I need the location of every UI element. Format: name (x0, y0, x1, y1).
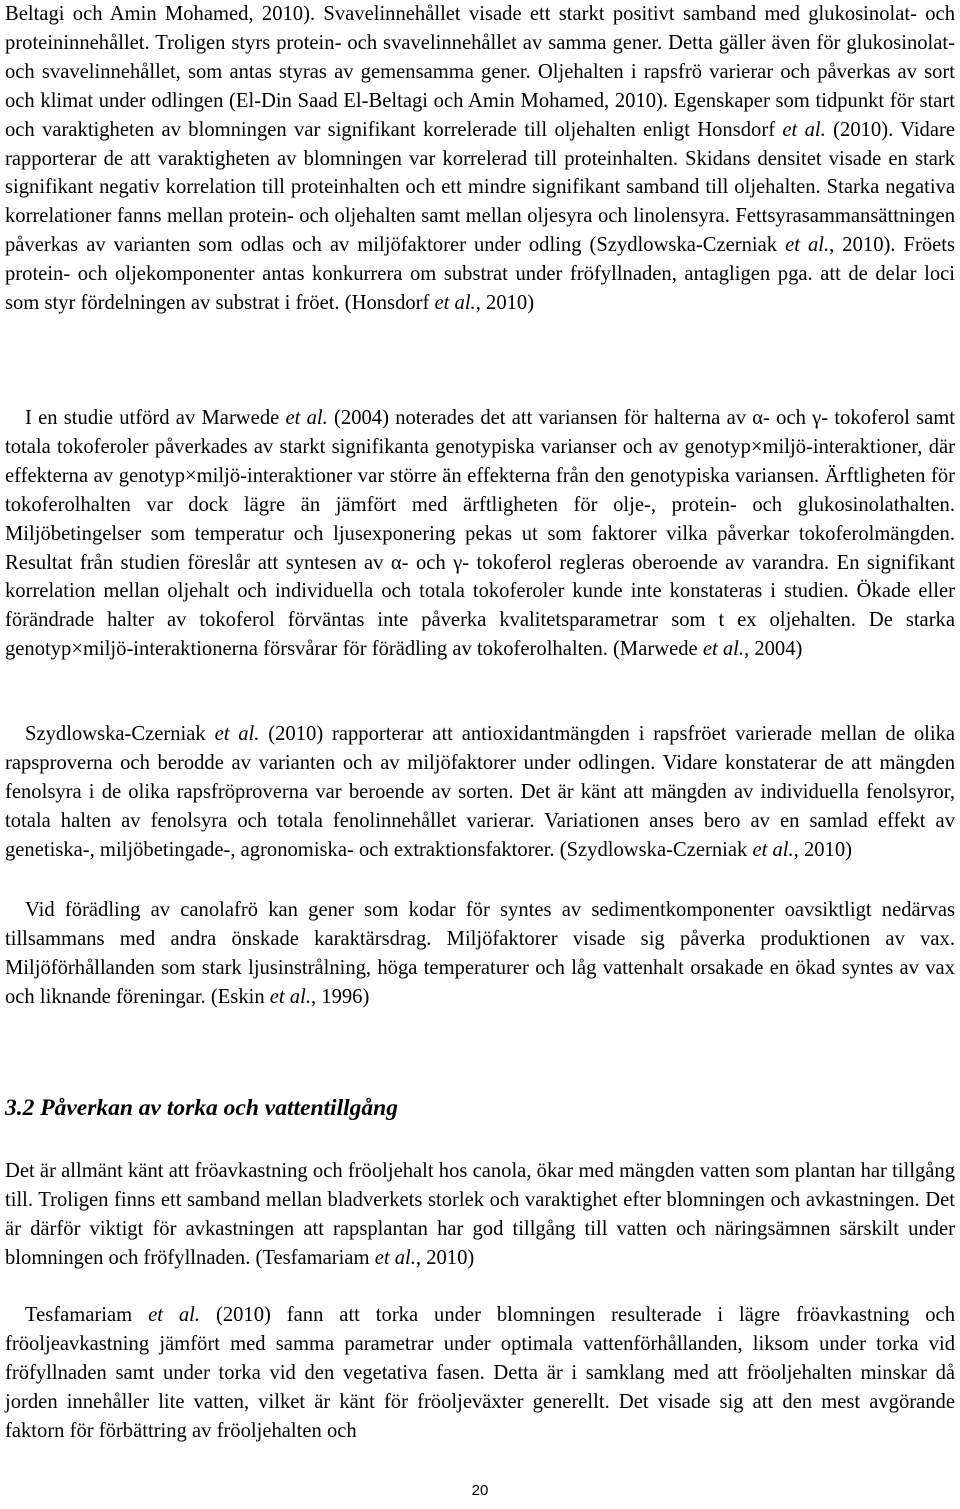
paragraph-text: Beltagi och Amin Mohamed, 2010). Svavelinnehållet visade ett starkt positivt samband med glukosinolat- och proteininnehållet. Troligen styrs protein- och svavelinnehållet av samma gener. Detta gäller även för glukosinolat- och svavelinnehållet, som antas styras av gemensamma gener. Oljehalten i rapsfrö varierar och påverkas av sort och klimat under odlingen (El-Din Saad El-Beltagi och Amin Mohamed, 2010). Egenskaper som tidpunkt för start och varaktigheten av blomningen var signifikant korrelerade till oljehalten enligt Honsdorf (5, 3, 955, 141)
citation-et-al: et al. (702, 638, 745, 661)
paragraph-text: , 2010). Fröets protein- och oljekomponenter antas konkurrera om substrat under fröfyllnaden, antagligen pga. att de delar loci som styr fördelningen av substrat i fröet. (Honsdorf (5, 234, 955, 315)
page-number: 20 (471, 1482, 489, 1499)
citation-et-al: et al. (434, 292, 476, 315)
paragraph-text: (2010) fann att torka under blomningen resulterade i lägre fröavkastning och fröoljeavkastning jämfört med samma parametrar under optimala vattenförhållanden, liksom under torka vid fröfyllnaden samt under torka vid den vegetativa fasen. Detta är i samklang med att fröoljehalten minskar då jorden innehåller lite vatten, vilket är känt för fröoljeväxter generellt. Det visade sig att den mest avgörande faktorn för förbättring av fröoljehalten och (5, 1304, 955, 1442)
paragraph-text: Vid förädling av canolafrö kan gener som kodar för syntes av sedimentkomponenter oavsiktligt nedärvas tillsammans med andra önskade karaktärsdrag. Miljöfaktorer visade sig påverka produktionen av vax. Miljöförhållanden som stark ljusinstrålning, höga temperaturer och låg vattenhalt orsakade en ökad syntes av vax och liknande föreningar. (Eskin (5, 899, 955, 1008)
paragraph-fertility-oil-protein (5, 0, 955, 318)
paragraph-drought-study (5, 1301, 955, 1446)
paragraph-text: , 2010) (475, 292, 535, 315)
paragraph-text: , 2004) (744, 638, 803, 661)
paragraph-tocopherol (5, 404, 955, 664)
paragraph-text: (2010). Vidare rapporterar de att varaktigheten av blomningen var korrelerad till proteinhalten. Skidans densitet visade en stark signifikant negativ korrelation till proteinhalten och ett mindre signifikant samband till oljehalten. Starka negativa korrelationer fanns mellan protein- och oljehalten samt mellan oljesyra och linolensyra. Fettsyrasammansättningen påverkas av varianten som odlas och av miljöfaktorer under odling (Szydlowska-Czerniak (5, 118, 955, 257)
paragraph-wax-synthesis (5, 896, 955, 1012)
paragraph-antioxidants (5, 720, 955, 865)
citation-et-al: et al. (374, 1246, 416, 1269)
paragraph-text: , 2010) (793, 838, 852, 861)
citation-et-al: et al. (752, 838, 794, 861)
citation-et-al: et al. (148, 1304, 201, 1326)
paragraph-text: Tesfamariam (25, 1304, 149, 1326)
section-heading: 3.2 Påverkan av torka och vattentillgång (5, 1095, 398, 1121)
paragraph-water-availability (5, 1157, 955, 1273)
citation-et-al: et al. (785, 234, 830, 257)
citation-et-al: et al. (269, 985, 311, 1008)
paragraph-text: (2004) noterades det att variansen för halterna av α- och γ- tokoferol samt totala tokoferoler påverkades av starkt signifikanta genotypiska varianser och av genotyp×miljö-interaktioner, där effekterna av genotyp×miljö-interaktioner var större än effekterna från den genotypiska variansen. Ärftligheten för tokoferolhalten var dock lägre än jämfört med ärftligheten för olje-, protein- och glukosinolathalten. Miljöbetingelser som temperatur och ljusexponering pekas ut som faktorer vilka påverkar tokoferolmängden. Resultat från studien föreslår att syntesen av α- och γ- tokoferol regleras oberoende av varandra. En signifikant korrelation mellan oljehalt och individuella och totala tokoferoler kunde inte konstateras i studien. Ökade eller förändrade halter av tokoferol förväntas inte påverka kvalitetsparametrar som t ex oljehalten. De starka genotyp×miljö-interaktionerna försvårar för förädling av tokoferolhalten. (Marwede (5, 407, 955, 661)
paragraph-text: Det är allmänt känt att fröavkastning och fröoljehalt hos canola, ökar med mängden vatten som plantan har tillgång till. Troligen finns ett samband mellan bladverkets storlek och varaktighet efter blomningen och avkastningen. Det är därför viktigt för avkastningen att rapsplantan har god tillgång till vatten och näringsämnen särskilt under blomningen och fröfyllnaden. (Tesfamariam (5, 1160, 955, 1269)
paragraph-text: , 1996) (310, 985, 370, 1008)
paragraph-text: (2010) rapporterar att antioxidantmängden i rapsfröet varierade mellan de olika rapsproverna och berodde av varianten och av miljöfaktorer under odlingen. Vidare konstaterar de att mängden fenolsyra i de olika rapsfröproverna var beroende av sorten. Det är känt att mängden av individuella fenolsyror, totala halten av fenolsyra och totala fenolinnehållet varierar. Variationen anses bero av en samlad effekt av genetiska-, miljöbetingade-, agronomiska- och extraktionsfaktorer. (Szydlowska-Czerniak (5, 723, 956, 861)
citation-et-al: et al. (285, 407, 328, 429)
citation-et-al: et al. (782, 118, 826, 141)
paragraph-text: I en studie utförd av Marwede (25, 407, 286, 429)
citation-et-al: et al. (214, 723, 260, 745)
paragraph-text: Szydlowska-Czerniak (25, 723, 215, 745)
paragraph-text: , 2010) (415, 1246, 475, 1269)
